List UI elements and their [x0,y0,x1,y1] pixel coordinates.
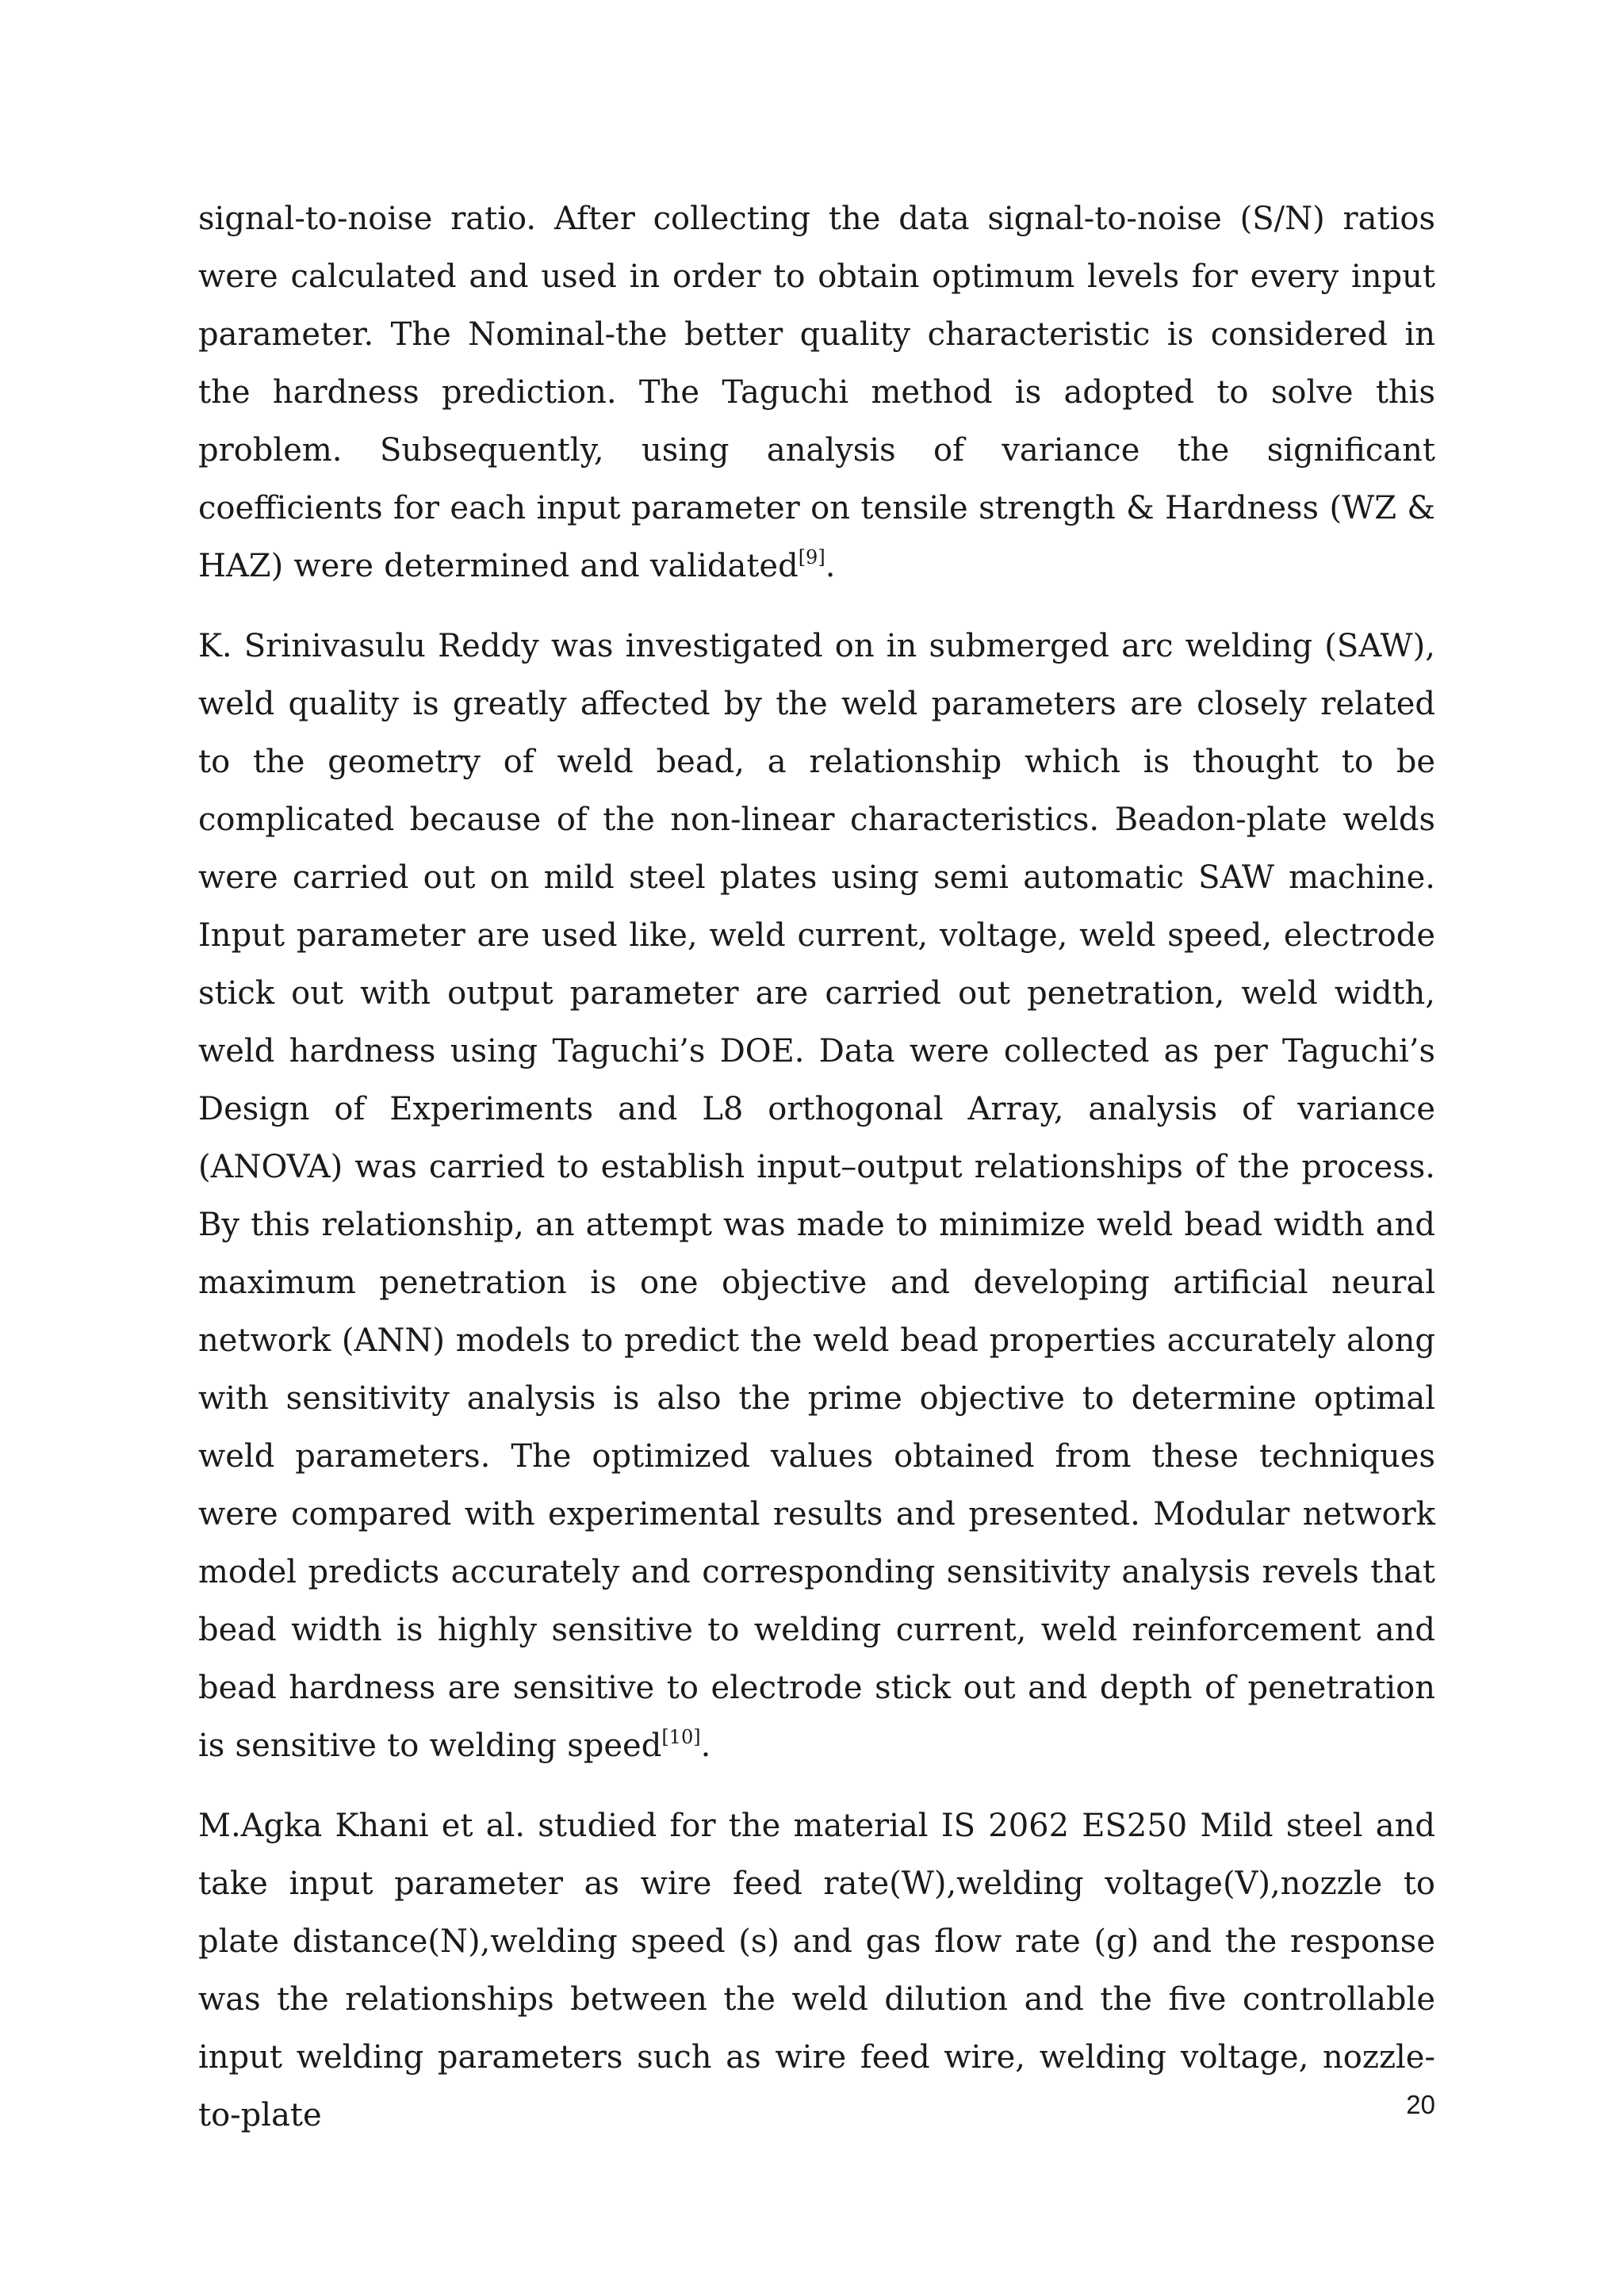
paragraph-text: K. Srinivasulu Reddy was investigated on in submerged arc welding (SAW), weld quality is greatly affected by the weld parameters are closely related to the geometry of weld bead, a relationship which is thought to be complicated because of the non-linear characteristics. Beadon-plate welds were carried out on mild steel plates using semi automatic SAW machine. Input parameter are used like, weld current, voltage, weld speed, electrode stick out with output parameter are carried out penetration, weld width, weld hardness using Taguchi’s DOE. Data were collected as per Taguchi’s Design of Experiments and L8 orthogonal Array, analysis of variance (ANOVA) was carried to establish input–output relationships of the process. By this relationship, an attempt was made to minimize weld bead width and maximum penetration is one objective and developing artificial neural network (ANN) models to predict the weld bead properties accurately along with sensitivity analysis is also the prime objective to determine optimal weld parameters. The optimized values obtained from these techniques were compared with experimental results and presented. Modular network model predicts accurately and corresponding sensitivity analysis revels that bead width is highly sensitive to welding current, weld reinforcement and bead hardness are sensitive to electrode stick out and depth of penetration is sensitive to welding speed [198,628,1435,1764]
paragraph-signal-to-noise [198,190,1435,595]
paragraph-srinivasulu-reddy [198,618,1435,1775]
paragraph-text: M.Agka Khani et al. studied for the material IS 2062 ES250 Mild steel and take input parameter as wire feed rate(W),welding voltage(V),nozzle to plate distance(N),welding speed (s) and gas flow rate (g) and the response was the relationships between the weld dilution and the five controllable input welding parameters such as wire feed wire, welding voltage, nozzle-to-plate [198,1808,1435,2133]
citation-reference: [9] [798,546,825,568]
paragraph-agka-khani [198,1797,1435,2145]
citation-reference: [10] [661,1726,701,1748]
paragraph-end: . [700,1728,711,1764]
paragraph-end: . [825,548,836,584]
page-number: 20 [1406,2090,1435,2119]
page-body [198,190,1435,2167]
paragraph-text: signal-to-noise ratio. After collecting the data signal-to-noise (S/N) ratios were calculated and used in order to obtain optimum levels for every input parameter. The Nominal-the better quality characteristic is considered in the hardness prediction. The Taguchi method is adopted to solve this problem. Subsequently, using analysis of variance the significant coefficients for each input parameter on tensile strength & Hardness (WZ & HAZ) were determined and validated [198,201,1435,584]
